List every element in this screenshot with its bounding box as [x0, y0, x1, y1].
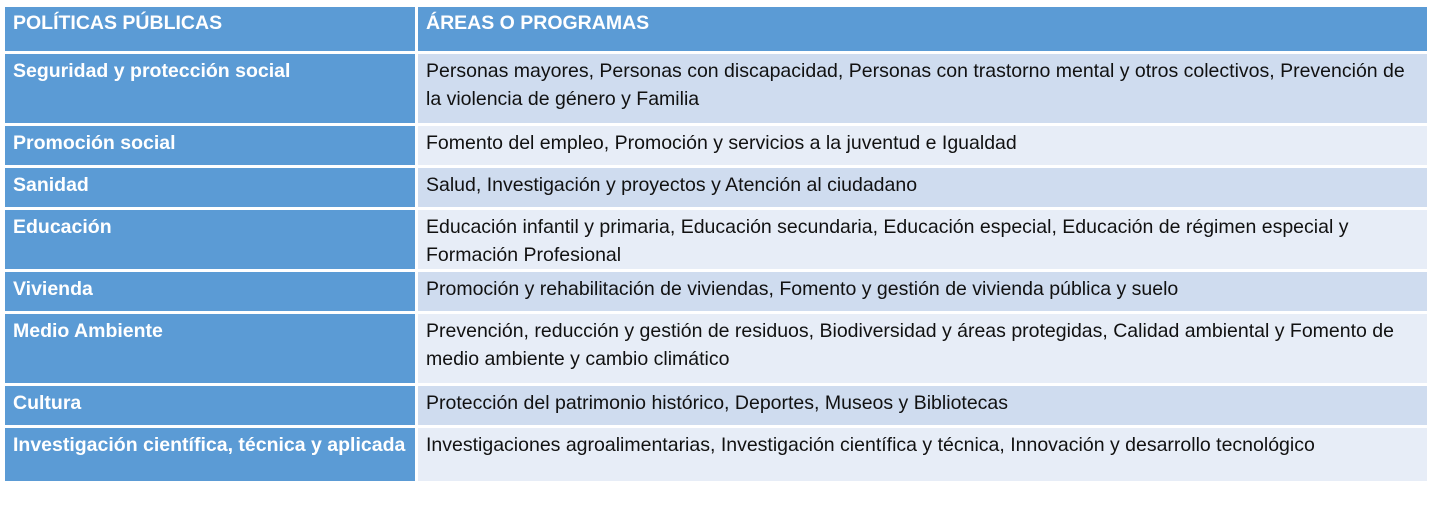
- areas-cell: Salud, Investigación y proyectos y Atención al ciudadano: [417, 167, 1429, 209]
- table-row: [4, 313, 1429, 385]
- table-row: [4, 53, 1429, 125]
- areas-cell: Prevención, reducción y gestión de residuos, Biodiversidad y áreas protegidas, Calidad ambiental y Fomento de medio ambiente y cambio climático: [417, 313, 1429, 385]
- areas-cell: Promoción y rehabilitación de viviendas, Fomento y gestión de vivienda pública y suelo: [417, 271, 1429, 313]
- areas-cell: Educación infantil y primaria, Educación secundaria, Educación especial, Educación de régimen especial y Formación Profesional: [417, 209, 1429, 271]
- policy-cell: Promoción social: [4, 125, 417, 167]
- table-row: [4, 167, 1429, 209]
- table-row: [4, 209, 1429, 271]
- header-policies: POLÍTICAS PÚBLICAS: [4, 6, 417, 53]
- areas-cell: Fomento del empleo, Promoción y servicios a la juventud e Igualdad: [417, 125, 1429, 167]
- policy-cell: Sanidad: [4, 167, 417, 209]
- areas-cell: Personas mayores, Personas con discapacidad, Personas con trastorno mental y otros colectivos, Prevención de la violencia de género y Familia: [417, 53, 1429, 125]
- table-header-row: [4, 6, 1429, 53]
- policy-cell: Cultura: [4, 385, 417, 427]
- policy-cell: Investigación científica, técnica y aplicada: [4, 427, 417, 483]
- policy-cell: Vivienda: [4, 271, 417, 313]
- table-row: [4, 125, 1429, 167]
- table-row: [4, 427, 1429, 483]
- table-row: [4, 385, 1429, 427]
- areas-cell: Investigaciones agroalimentarias, Investigación científica y técnica, Innovación y desarrollo tecnológico: [417, 427, 1429, 483]
- policy-cell: Seguridad y protección social: [4, 53, 417, 125]
- policy-cell: Educación: [4, 209, 417, 271]
- table-row: [4, 271, 1429, 313]
- areas-cell: Protección del patrimonio histórico, Deportes, Museos y Bibliotecas: [417, 385, 1429, 427]
- policy-cell: Medio Ambiente: [4, 313, 417, 385]
- policies-table: [2, 4, 1430, 484]
- header-areas: ÁREAS O PROGRAMAS: [417, 6, 1429, 53]
